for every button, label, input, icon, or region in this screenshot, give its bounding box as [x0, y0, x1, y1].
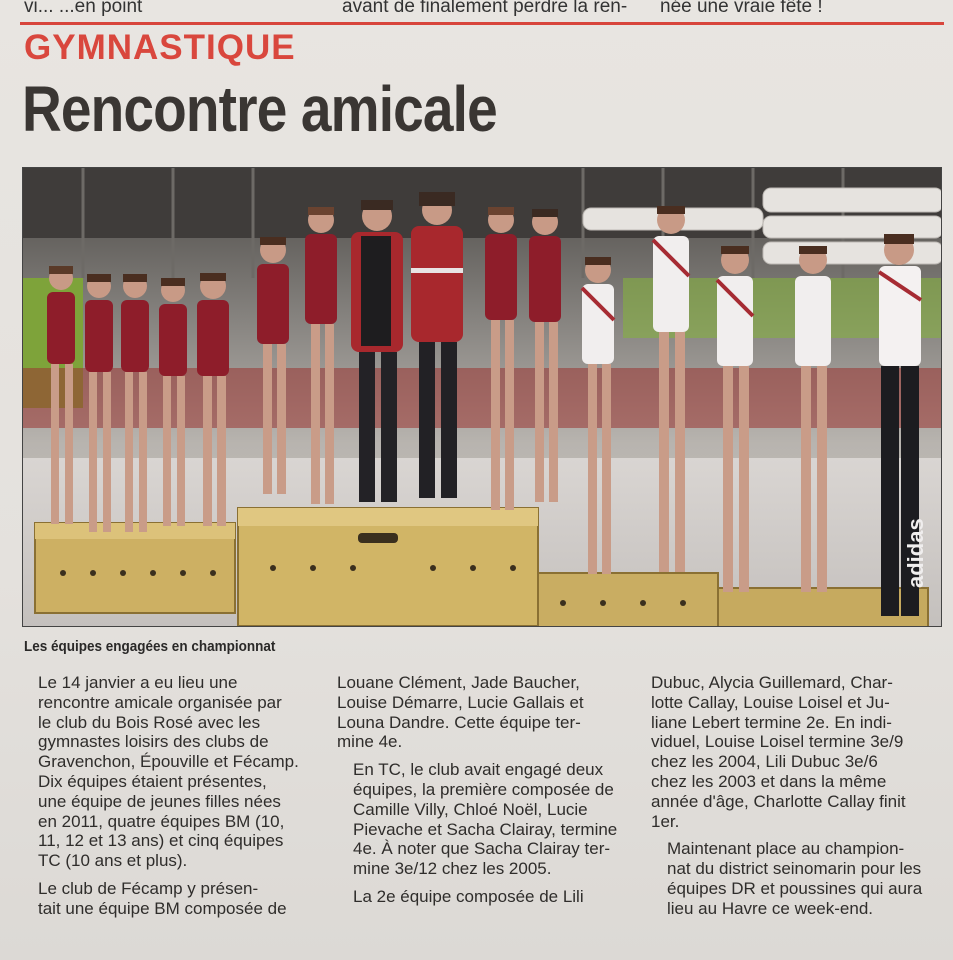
previous-article-strip — [0, 0, 953, 24]
article-column-2 — [337, 673, 623, 907]
text-line: Gravenchon, Épouville et Fécamp. — [38, 752, 299, 772]
photo-caption: Les équipes engagées en championnat — [24, 638, 276, 655]
text-line: lieu au Havre ce week-end. — [667, 898, 874, 918]
text-line: mine 3e/12 chez les 2005. — [353, 859, 552, 879]
text-line: mine 4e. — [337, 732, 403, 752]
text-line: lotte Callay, Louise Loisel et Ju- — [651, 692, 890, 712]
text-line: Louane Clément, Jade Baucher, — [337, 673, 580, 692]
text-line: En TC, le club avait engagé deux — [353, 760, 604, 780]
text-line: année d'âge, Charlotte Callay finit — [651, 791, 906, 811]
text-line: TC (10 ans et plus). — [38, 851, 188, 871]
text-line: Le club de Fécamp y présen- — [38, 878, 259, 898]
col2-paragraph-3 — [337, 887, 623, 907]
col3-paragraph-1 — [651, 673, 941, 831]
col1-paragraph-2 — [22, 879, 306, 919]
col2-paragraph-2 — [337, 760, 623, 879]
text-line: gymnastes loisirs des clubs de — [38, 732, 269, 752]
strip-text-left: vi... ...en point — [24, 0, 143, 17]
text-line: chez les 2003 et dans la même — [651, 771, 887, 791]
text-line: Dix équipes étaient présentes, — [38, 771, 267, 791]
text-line: liane Lebert termine 2e. En indi- — [651, 712, 892, 732]
text-line: 11, 12 et 13 ans) et cinq équipes — [38, 831, 284, 851]
text-line: équipes, la première composée de — [353, 779, 614, 799]
strip-text-middle: avant de finalement perdre la ren- — [342, 0, 628, 17]
col2-paragraph-1 — [337, 673, 623, 752]
text-line: chez les 2004, Lili Dubuc 3e/6 — [651, 752, 878, 772]
text-line: nat du district seinomarin pour les — [667, 859, 922, 879]
team-photo — [22, 167, 942, 627]
section-rule — [20, 22, 944, 25]
text-line: Maintenant place au champion- — [667, 839, 905, 859]
adidas-text: adidas — [903, 518, 928, 588]
text-line: Camille Villy, Chloé Noël, Lucie — [353, 799, 588, 819]
text-line: Louise Démarre, Lucie Gallais et — [337, 692, 584, 712]
section-label: GYMNASTIQUE — [24, 28, 296, 67]
text-line: Dubuc, Alycia Guillemard, Char- — [651, 673, 893, 692]
article-column-1 — [22, 673, 306, 919]
text-line: La 2e équipe composée de Lili — [353, 886, 584, 906]
col1-paragraph-1 — [22, 673, 306, 871]
text-line: Louna Dandre. Cette équipe ter- — [337, 712, 581, 732]
text-line: en 2011, quatre équipes BM (10, — [38, 811, 285, 831]
text-line: tait une équipe BM composée de — [38, 898, 287, 918]
text-line: une équipe de jeunes filles nées — [38, 791, 281, 811]
text-line: 1er. — [651, 811, 680, 831]
col3-paragraph-2 — [651, 839, 941, 918]
text-line: équipes DR et poussines qui aura — [667, 878, 923, 898]
headline: Rencontre amicale — [22, 73, 497, 145]
text-line: viduel, Louise Loisel termine 3e/9 — [651, 732, 904, 752]
text-line: rencontre amicale organisée par — [38, 692, 282, 712]
text-line: le club du Bois Rosé avec les — [38, 712, 261, 732]
strip-text-right: née une vraie fête ! — [660, 0, 823, 17]
article-column-3 — [651, 673, 941, 919]
text-line: 4e. À noter que Sacha Clairay ter- — [353, 839, 611, 859]
text-line: Le 14 janvier a eu lieu une — [38, 673, 238, 692]
text-line: Pievache et Sacha Clairay, termine — [353, 819, 618, 839]
